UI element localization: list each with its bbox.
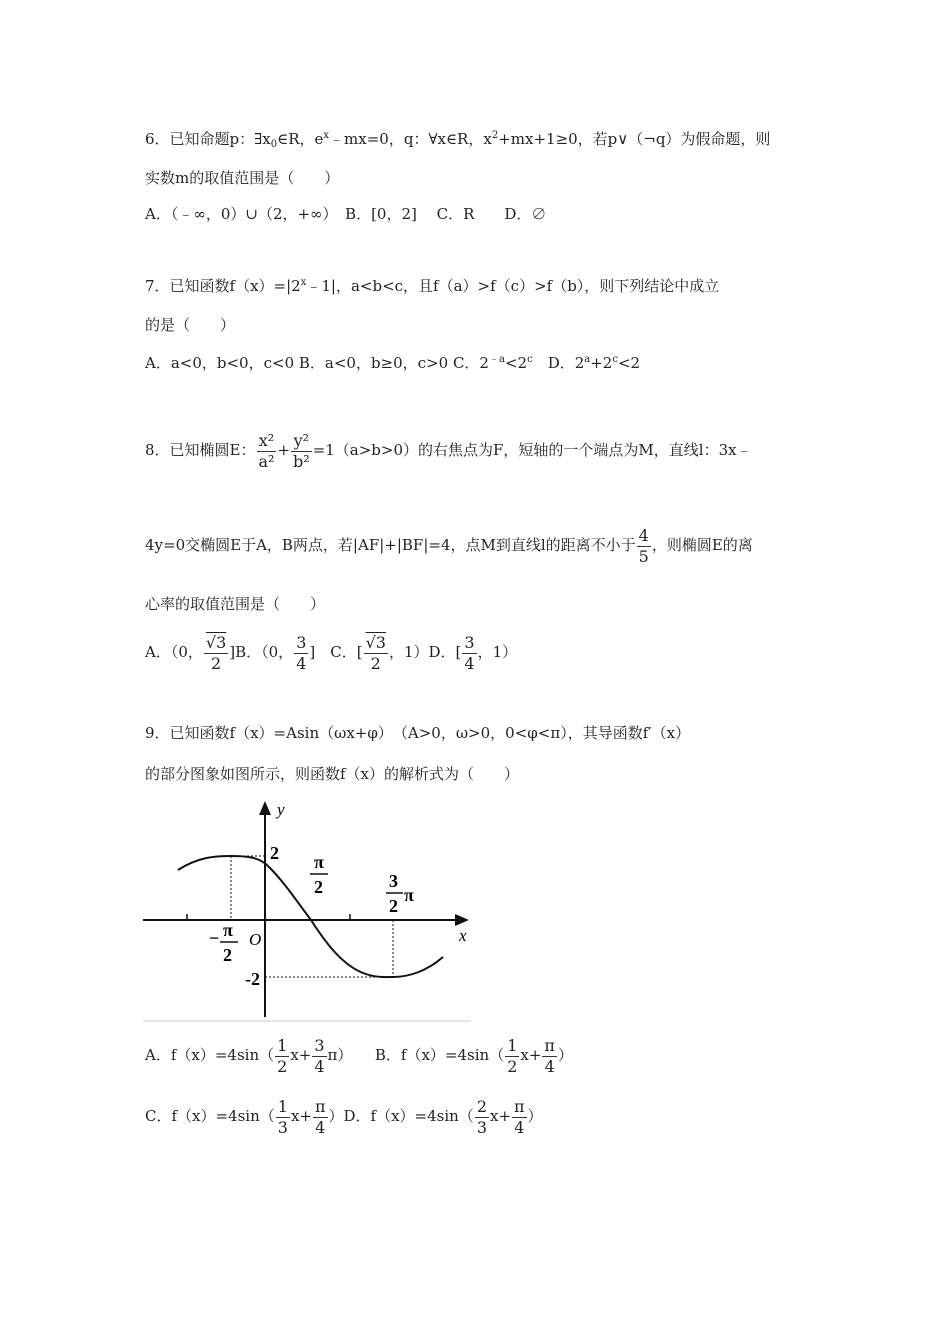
fraction-pi-4: $\frac{\pi}{4}$ xyxy=(314,1096,326,1137)
fraction-1-2: $\frac{1}{2}$ xyxy=(507,1035,518,1076)
q7-options: A．a<0，b<0，c<0 B．a<0，b≥0，c>0 C．$2^{﹣a}<2^c$ D．$2^a+2^c<2$ xyxy=(145,354,641,372)
label-neg-pi-over-2-sign: − xyxy=(209,928,220,948)
origin-label: O xyxy=(249,930,262,949)
q8-stem-line2: 4y=0交椭圆E于A，B两点，若|AF|+|BF|=4，点M到直线l的距离不小于 $\frac{4}{5}$ ，则椭圆E的离 xyxy=(145,525,753,566)
fraction-pi-4: $\frac{\pi}{4}$ xyxy=(544,1035,555,1076)
fraction-x2-a2: $\frac{\text{x²}}{\text{a²}}$ xyxy=(258,430,275,471)
q9-stem-line1: 9．已知函数f（x）=Asin（ωx+φ） （A>0，ω>0，0<φ<π），其导函数f′（x） xyxy=(145,724,691,742)
q7-stem-line1: 7．已知函数$f(x)=|2^x﹣1|$，a<b<c，且f（a）>f（c）>f（b），则下列结论中成立 xyxy=(145,277,720,295)
q9-options-line1: A．f（x）=4sin（ $\frac{1}{2}$ x+ $\frac{3}{4}$ π） B．f（x）=4sin（ $\frac{1}{2}$ x+ $\frac{\pi}{4}$ ） xyxy=(145,1035,573,1076)
q6-options: A．（﹣∞，0）∪（2，+∞） B．[0，2] C．R D．∅ xyxy=(145,205,547,223)
x-axis-label: x xyxy=(459,926,467,945)
label-3-over-2-pi: π xyxy=(404,885,414,905)
fraction-1-2: $\frac{1}{2}$ xyxy=(277,1035,288,1076)
q8-stem-line3: 心率的取值范围是（ ） xyxy=(145,595,326,613)
fraction-3-4: $\frac{3}{4}$ xyxy=(296,632,307,673)
y-axis-arrow xyxy=(259,801,271,815)
label-pi-over-2-num: π xyxy=(314,852,324,872)
q7-stem-line2: 的是（ ） xyxy=(145,316,236,334)
fraction-4-5: $\frac{4}{5}$ xyxy=(638,525,649,566)
x-axis-arrow xyxy=(455,914,469,926)
fraction-sqrt3-2: $\frac{√3}{2}$ xyxy=(365,632,386,673)
q9-stem-line2: 的部分图象如图所示，则函数f（x）的解析式为（ ） xyxy=(145,765,520,783)
fraction-sqrt3-2: $\frac{√3}{2}$ xyxy=(205,632,227,673)
y-axis-label: y xyxy=(277,800,285,819)
fraction-3-4: $\frac{3}{4}$ xyxy=(314,1035,325,1076)
label-neg-pi-over-2-den: 2 xyxy=(223,945,232,965)
label-pi-over-2-den: 2 xyxy=(314,877,323,897)
q8-stem-line1: 8．已知椭圆E： $\frac{\text{x²}}{\text{a²}}$ + $\frac{\text{y²}}{\text{b²}}$ =1（a>b>0）的右焦点为F，短轴的一个端点为M，直线l：3x﹣ xyxy=(145,430,752,471)
fraction-3-4: $\frac{3}{4}$ xyxy=(464,632,475,673)
tick-label-2: 2 xyxy=(270,843,279,863)
label-neg-pi-over-2-num: π xyxy=(223,920,233,940)
q8-options: A．（0， $\frac{√3}{2}$ ]B．（0， $\frac{3}{4}$ ] C．[ $\frac{√3}{2}$ ，1）D．[ $\frac{3}{4}$ ，1） xyxy=(145,632,518,673)
derivative-graph xyxy=(143,795,473,1025)
label-3-over-2-num: 3 xyxy=(389,871,398,891)
q9-options-line2: C．f（x）=4sin（ $\frac{1}{3}$ x+ $\frac{\pi}{4}$ ）D．f（x）=4sin（ $\frac{2}{3}$ x+ $\frac{\pi}{4}$ ） xyxy=(145,1096,543,1137)
q6-stem-line1: 6．已知命题p：$\exists x_0\in R$，$e^x﹣mx=0$，q：∀x∈R，$x^2+mx+1\ge 0$，若p∨（¬q）为假命题，则 xyxy=(145,130,771,150)
q6-stem-line2: 实数m的取值范围是（ ） xyxy=(145,169,340,187)
fraction-pi-4: $\frac{\pi}{4}$ xyxy=(514,1096,525,1137)
label-3-over-2-den: 2 xyxy=(389,896,398,916)
tick-label-neg2: -2 xyxy=(245,969,260,989)
fraction-1-3: $\frac{1}{3}$ xyxy=(277,1096,288,1137)
fraction-y2-b2: $\frac{\text{y²}}{\text{b²}}$ xyxy=(293,430,310,471)
fraction-2-3: $\frac{2}{3}$ xyxy=(476,1096,487,1137)
